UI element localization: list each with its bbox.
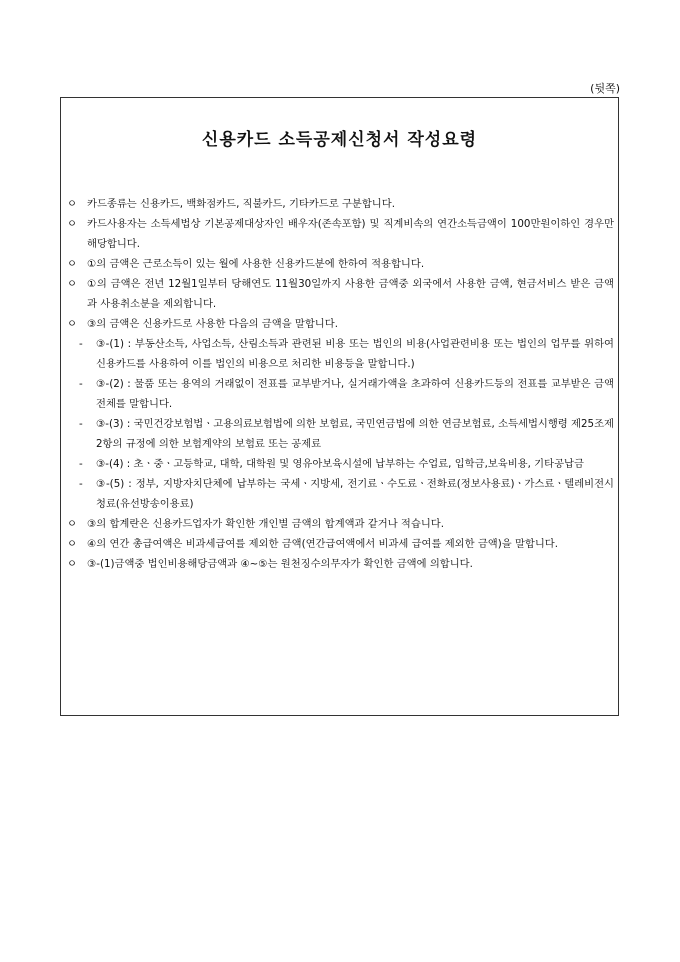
item-text: ③-(4) : 초ㆍ중ㆍ고등학교, 대학, 대학원 및 영유아보육시설에 납부하는 수업료, 입학금,보육비용, 기타공납금	[96, 458, 584, 470]
bullet-marker: ㅇ	[67, 218, 77, 230]
item-text: ③-(2) : 물품 또는 용역의 거래없이 전표를 교부받거나, 실거래가액을 초과하여 신용카드등의 전표를 교부받은 금액전체를 말합니다.	[96, 378, 614, 410]
item-text: ③-(1)금액중 법인비용해당금액과 ④~⑤는 원천징수의무자가 확인한 금액에 의합니다.	[87, 558, 473, 570]
list-item	[67, 274, 614, 314]
bullet-marker: ㅇ	[67, 538, 77, 550]
list-item	[67, 534, 614, 554]
item-text: ③-(3) : 국민건강보험법ㆍ고용의료보험법에 의한 보험료, 국민연금법에 의한 연금보험료, 소득세법시행령 제25조제2항의 규정에 의한 보험계약의 보험료 또는 공제료	[96, 418, 614, 450]
item-text: ①의 금액은 전년 12월1일부터 당해연도 11월30일까지 사용한 금액중 외국에서 사용한 금액, 현금서비스 받은 금액과 사용취소분을 제외합니다.	[87, 278, 614, 310]
bullet-marker: ㅇ	[67, 518, 77, 530]
dash-marker: -	[79, 458, 83, 470]
instructions-box	[60, 97, 619, 716]
sub-list-item	[67, 414, 614, 454]
bullet-marker: ㅇ	[67, 258, 77, 270]
item-text: ③-(1) : 부동산소득, 사업소득, 산림소득과 관련된 비용 또는 법인의 비용(사업관련비용 또는 법인의 업무를 위하여 신용카드를 사용하여 이를 법인의 비용으로 처리한 비용등을 말합니다.)	[96, 338, 614, 370]
list-item	[67, 314, 614, 334]
sub-list-item	[67, 454, 614, 474]
list-item	[67, 194, 614, 214]
item-text: ③-(5) : 정부, 지방자치단체에 납부하는 국세ㆍ지방세, 전기료ㆍ수도료ㆍ전화료(정보사용료)ㆍ가스료ㆍ텔레비전시청료(유선방송이용료)	[96, 478, 614, 510]
item-text: 카드종류는 신용카드, 백화점카드, 직불카드, 기타카드로 구분합니다.	[87, 198, 395, 210]
page-side-label: (뒷쪽)	[590, 82, 620, 95]
item-text: 카드사용자는 소득세법상 기본공제대상자인 배우자(존속포함) 및 직계비속의 연간소득금액이 100만원이하인 경우만 해당합니다.	[87, 218, 614, 250]
list-item	[67, 214, 614, 254]
item-text: ①의 금액은 근로소득이 있는 월에 사용한 신용카드분에 한하여 적용합니다.	[87, 258, 425, 270]
list-item	[67, 514, 614, 534]
list-item	[67, 554, 614, 574]
dash-marker: -	[79, 378, 83, 390]
dash-marker: -	[79, 418, 83, 430]
item-text: ④의 연간 총급여액은 비과세급여를 제외한 금액(연간급여액에서 비과세 급여를 제외한 금액)을 말합니다.	[87, 538, 559, 550]
bullet-marker: ㅇ	[67, 318, 77, 330]
instruction-list	[67, 194, 614, 574]
bullet-marker: ㅇ	[67, 198, 77, 210]
bullet-marker: ㅇ	[67, 278, 77, 290]
item-text: ③의 합계란은 신용카드업자가 확인한 개인별 금액의 합계액과 같거나 적습니다.	[87, 518, 444, 530]
sub-list-item	[67, 374, 614, 414]
item-text: ③의 금액은 신용카드로 사용한 다음의 금액을 말합니다.	[87, 318, 338, 330]
sub-list-item	[67, 334, 614, 374]
list-item	[67, 254, 614, 274]
document-title: 신용카드 소득공제신청서 작성요령	[201, 130, 478, 150]
dash-marker: -	[79, 338, 83, 350]
sub-list-item	[67, 474, 614, 514]
dash-marker: -	[79, 478, 83, 490]
bullet-marker: ㅇ	[67, 558, 77, 570]
